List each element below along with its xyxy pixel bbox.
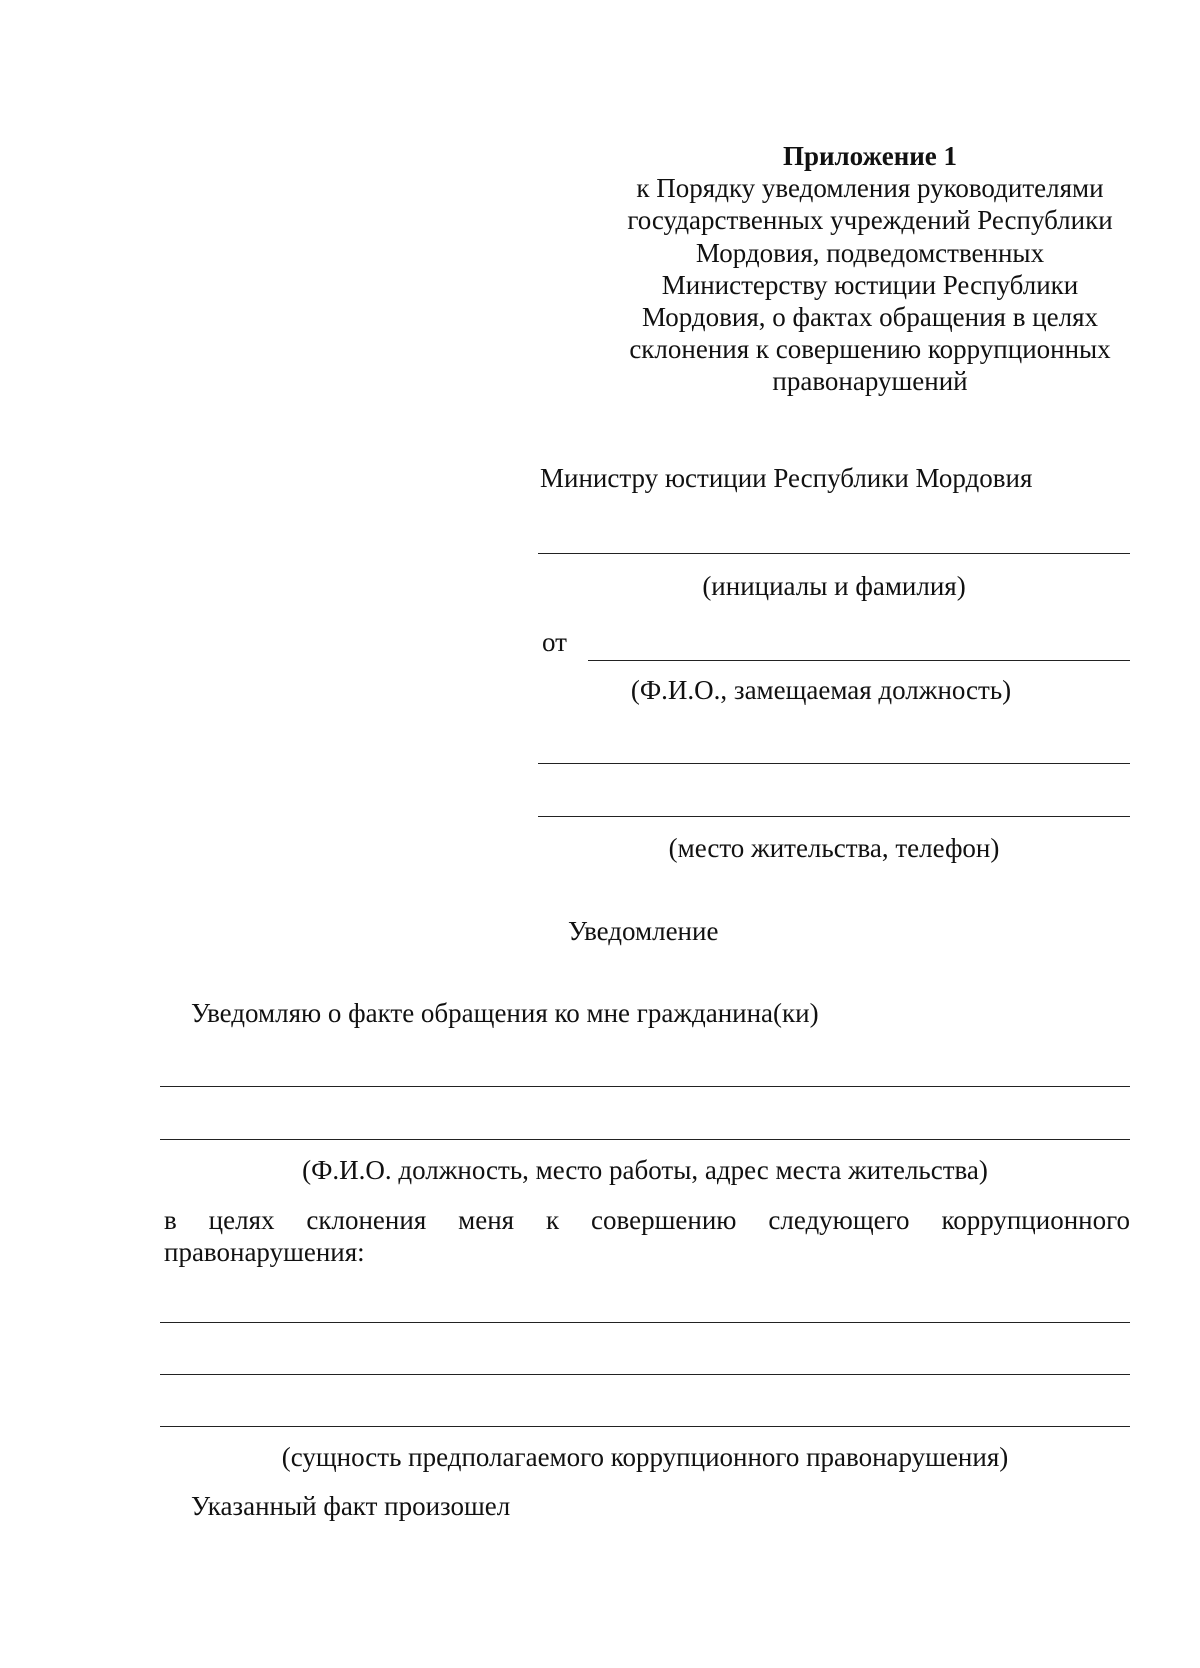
notice-intro: Уведомляю о факте обращения ко мне гражданина(ки) bbox=[191, 998, 819, 1028]
offense-line-2[interactable] bbox=[160, 1374, 1130, 1375]
appendix-header bbox=[610, 140, 1130, 398]
purpose-line-1: в целях склонения меня к совершению следующего коррупционного bbox=[164, 1205, 1130, 1235]
appendix-line: к Порядку уведомления руководителями bbox=[636, 173, 1104, 204]
recipient-text: Министру юстиции Республики Мордовия bbox=[540, 463, 1033, 493]
offense-caption: (сущность предполагаемого коррупционного правонарушения) bbox=[281, 1442, 1009, 1472]
appendix-line: Мордовия, о фактах обращения в целях bbox=[641, 302, 1099, 333]
appendix-line: государственных учреждений Республики bbox=[627, 205, 1113, 236]
appendix-title: Приложение 1 bbox=[782, 141, 958, 171]
sender-name-line[interactable] bbox=[588, 660, 1130, 661]
notice-heading: Уведомление bbox=[568, 916, 719, 946]
from-label: от bbox=[542, 627, 567, 657]
sender-caption: (Ф.И.О., замещаемая должность) bbox=[630, 675, 1012, 705]
appendix-line: Министерству юстиции Республики bbox=[661, 269, 1079, 300]
citizen-line-1[interactable] bbox=[160, 1086, 1130, 1087]
purpose-line-2: правонарушения: bbox=[164, 1237, 365, 1267]
appendix-line: правонарушений bbox=[772, 366, 968, 397]
residence-line[interactable] bbox=[538, 816, 1130, 817]
offense-line-3[interactable] bbox=[160, 1426, 1130, 1427]
occurred-text: Указанный факт произошел bbox=[191, 1491, 511, 1521]
citizen-caption: (Ф.И.О. должность, место работы, адрес места жительства) bbox=[302, 1155, 988, 1185]
offense-line-1[interactable] bbox=[160, 1322, 1130, 1323]
sender-extra-line[interactable] bbox=[538, 763, 1130, 764]
appendix-line: склонения к совершению коррупционных bbox=[629, 334, 1111, 365]
recipient-name-line[interactable] bbox=[538, 553, 1130, 554]
recipient-caption: (инициалы и фамилия) bbox=[702, 571, 966, 601]
appendix-line: Мордовия, подведомственных bbox=[695, 237, 1045, 268]
residence-caption: (место жительства, телефон) bbox=[668, 833, 1000, 863]
citizen-line-2[interactable] bbox=[160, 1139, 1130, 1140]
